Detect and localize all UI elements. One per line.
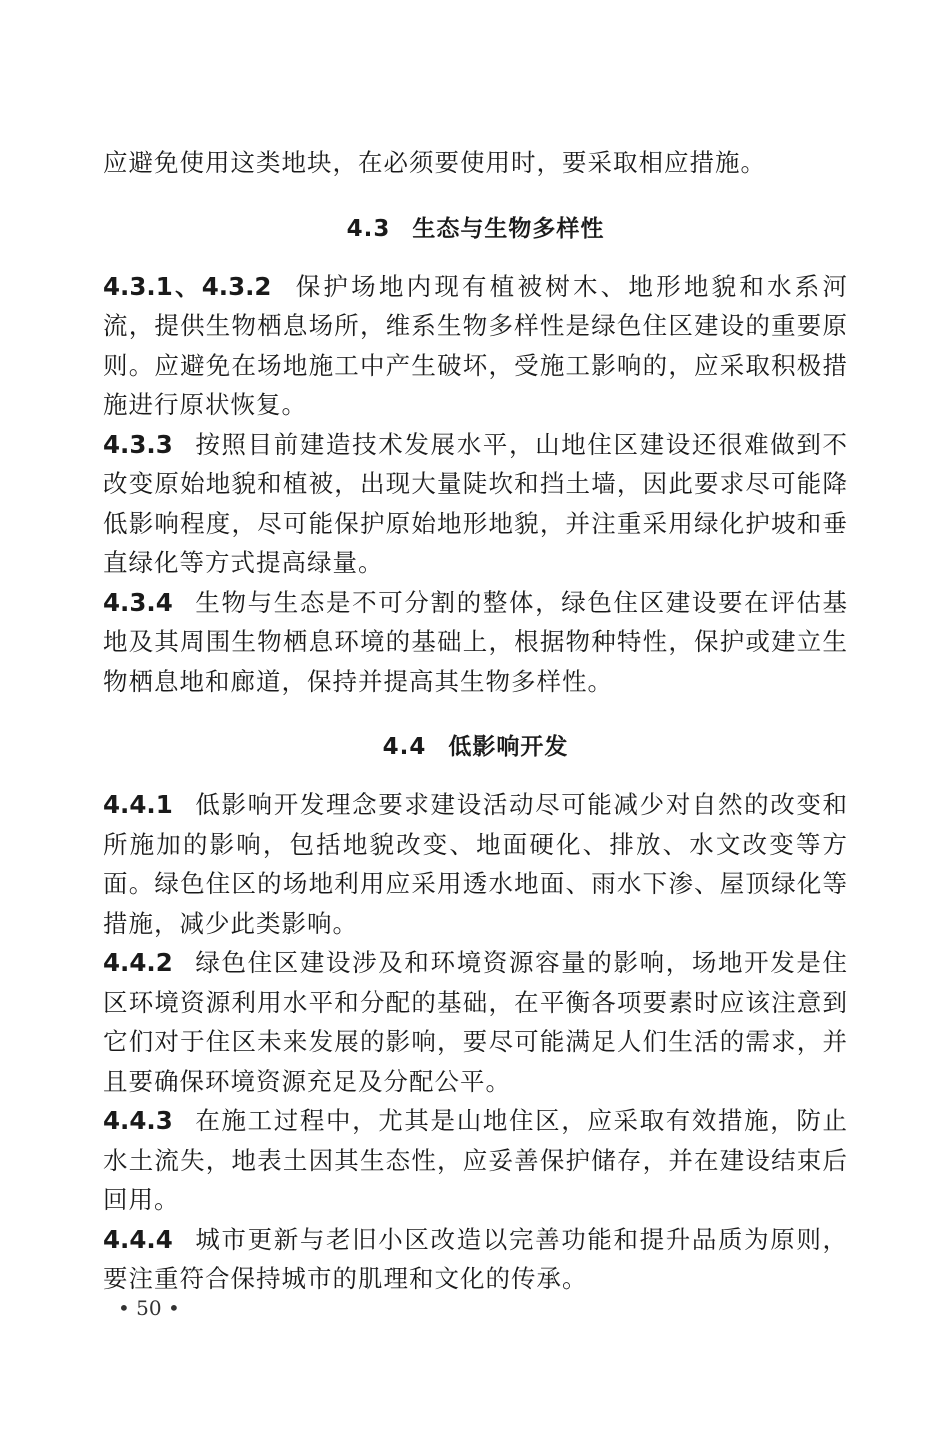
- clause-number: 4.3.1、4.3.2: [103, 271, 272, 301]
- section-title: 生态与生物多样性: [412, 215, 605, 242]
- section-title: 低影响开发: [448, 734, 569, 760]
- clause-text: 保护场地内现有植被树木、地形地貌和水系河流，提供生物栖息场所，维系生物多样性是绿色住区建设的重要原则。应避免在场地施工中产生破坏，受施工影响的，应采取积极措施进行原状恢复。: [103, 271, 848, 419]
- clause-4-3-1: [103, 267, 848, 425]
- clause-number: 4.4.4: [103, 1224, 173, 1254]
- clause-text: 绿色住区建设涉及和环境资源容量的影响，场地开发是住区环境资源利用水平和分配的基础，在平衡各项要素时应该注意到它们对于住区未来发展的影响，要尽可能满足人们生活的需求，并且要确保环境资源充足及分配公平。: [103, 948, 848, 1096]
- clause-text: 城市更新与老旧小区改造以完善功能和提升品质为原则，要注重符合保持城市的肌理和文化的传承。: [103, 1224, 848, 1293]
- clause-4-4-2: [103, 943, 848, 1101]
- clause-number: 4.3.4: [103, 587, 173, 617]
- clause-4-4-3: [103, 1101, 848, 1220]
- clause-text: 低影响开发理念要求建设活动尽可能减少对自然的改变和所施加的影响，包括地貌改变、地面硬化、排放、水文改变等方面。绿色住区的场地利用应采用透水地面、雨水下渗、屋顶绿化等措施，减少此类影响。: [103, 790, 848, 938]
- clause-4-4-4: [103, 1220, 848, 1299]
- clause-number: 4.3.3: [103, 429, 173, 459]
- section-heading-4-3: [103, 209, 848, 249]
- clause-number: 4.4.2: [103, 948, 173, 977]
- clause-number: 4.4.3: [103, 1106, 173, 1135]
- clause-text: 生物与生态是不可分割的整体，绿色住区建设要在评估基地及其周围生物栖息环境的基础上，根据物种特性，保护或建立生物栖息地和廊道，保持并提高其生物多样性。: [103, 587, 848, 696]
- continuation-paragraph: 应避免使用这类地块，在必须要使用时，要采取相应措施。: [103, 148, 766, 177]
- document-page: [103, 143, 848, 1299]
- section-heading-4-4: [103, 727, 848, 767]
- clause-text: 在施工过程中，尤其是山地住区，应采取有效措施，防止水土流失，地表土因其生态性，应妥善保护储存，并在建设结束后回用。: [103, 1106, 848, 1214]
- clause-text: 按照目前建造技术发展水平，山地住区建设还很难做到不改变原始地貌和植被，出现大量陡坎和挡土墙，因此要求尽可能降低影响程度，尽可能保护原始地形地貌，并注重采用绿化护坡和垂直绿化等方式提高绿量。: [103, 429, 848, 577]
- page-number: • 50 •: [118, 1296, 180, 1320]
- section-number: 4.3: [346, 215, 391, 242]
- clause-number: 4.4.1: [103, 790, 173, 819]
- clause-4-4-1: [103, 785, 848, 943]
- section-number: 4.4: [382, 734, 427, 760]
- clause-4-3-4: [103, 583, 848, 702]
- clause-4-3-3: [103, 425, 848, 583]
